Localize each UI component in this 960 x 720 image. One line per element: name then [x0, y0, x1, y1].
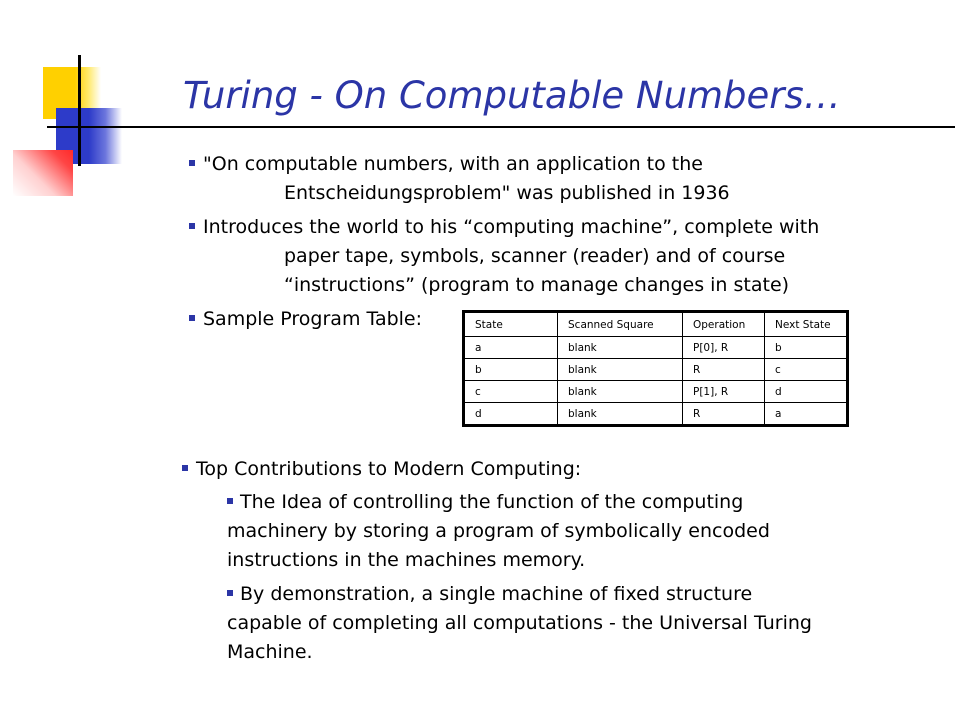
contribution-text: Machine.	[227, 641, 313, 663]
table-row	[464, 403, 848, 426]
bullet-computing-machine	[189, 213, 819, 300]
title-underline	[47, 126, 955, 128]
table-cell: b	[765, 337, 848, 359]
table-cell: R	[683, 359, 765, 381]
bullet-text: Sample Program Table:	[203, 308, 423, 330]
table-header-cell: Scanned Square	[558, 312, 683, 337]
table-row	[464, 337, 848, 359]
table-header-row	[464, 312, 848, 337]
square-bullet-icon	[189, 315, 195, 321]
table-header-cell: Operation	[683, 312, 765, 337]
table-header-cell: Next State	[765, 312, 848, 337]
bullet-text: Entscheidungsproblem" was published in 1936	[284, 182, 730, 204]
bullet-publication	[189, 150, 730, 208]
contribution-text: capable of completing all computations - the Universal Turing	[227, 612, 812, 634]
contributions-heading-text: Top Contributions to Modern Computing:	[196, 458, 582, 480]
contribution-item	[227, 488, 770, 575]
bullet-text: Introduces the world to his “computing machine”, complete with	[203, 216, 820, 238]
contribution-item	[227, 580, 812, 667]
table-header-cell: State	[464, 312, 558, 337]
table-cell: a	[765, 403, 848, 426]
table-cell: b	[464, 359, 558, 381]
square-bullet-icon	[227, 590, 233, 596]
table-cell: c	[464, 381, 558, 403]
table-cell: blank	[558, 381, 683, 403]
sample-program-table	[462, 310, 849, 427]
contribution-text: The Idea of controlling the function of the computing	[240, 491, 744, 513]
table-cell: blank	[558, 337, 683, 359]
table-cell: blank	[558, 359, 683, 381]
bullet-sample-table	[189, 305, 422, 334]
table-cell: blank	[558, 403, 683, 426]
table-cell: c	[765, 359, 848, 381]
table-cell: d	[464, 403, 558, 426]
table-cell: d	[765, 381, 848, 403]
table-cell: P[0], R	[683, 337, 765, 359]
contribution-text: By demonstration, a single machine of fixed structure	[240, 583, 753, 605]
bullet-text: “instructions” (program to manage changes in state)	[284, 274, 790, 296]
bullet-text: paper tape, symbols, scanner (reader) and of course	[284, 245, 786, 267]
square-bullet-icon	[227, 498, 233, 504]
square-bullet-icon	[189, 223, 195, 229]
contributions-heading	[182, 455, 581, 484]
table-cell: a	[464, 337, 558, 359]
vertical-decor-line	[78, 55, 81, 166]
square-bullet-icon	[189, 160, 195, 166]
slide-title: Turing - On Computable Numbers…	[183, 74, 841, 117]
bullet-text: "On computable numbers, with an application to the	[203, 153, 703, 175]
table-row	[464, 381, 848, 403]
red-decor-square	[13, 150, 73, 196]
table-cell: R	[683, 403, 765, 426]
contribution-text: machinery by storing a program of symbolically encoded	[227, 520, 770, 542]
contribution-text: instructions in the machines memory.	[227, 549, 586, 571]
table-row	[464, 359, 848, 381]
table-cell: P[1], R	[683, 381, 765, 403]
square-bullet-icon	[182, 465, 188, 471]
